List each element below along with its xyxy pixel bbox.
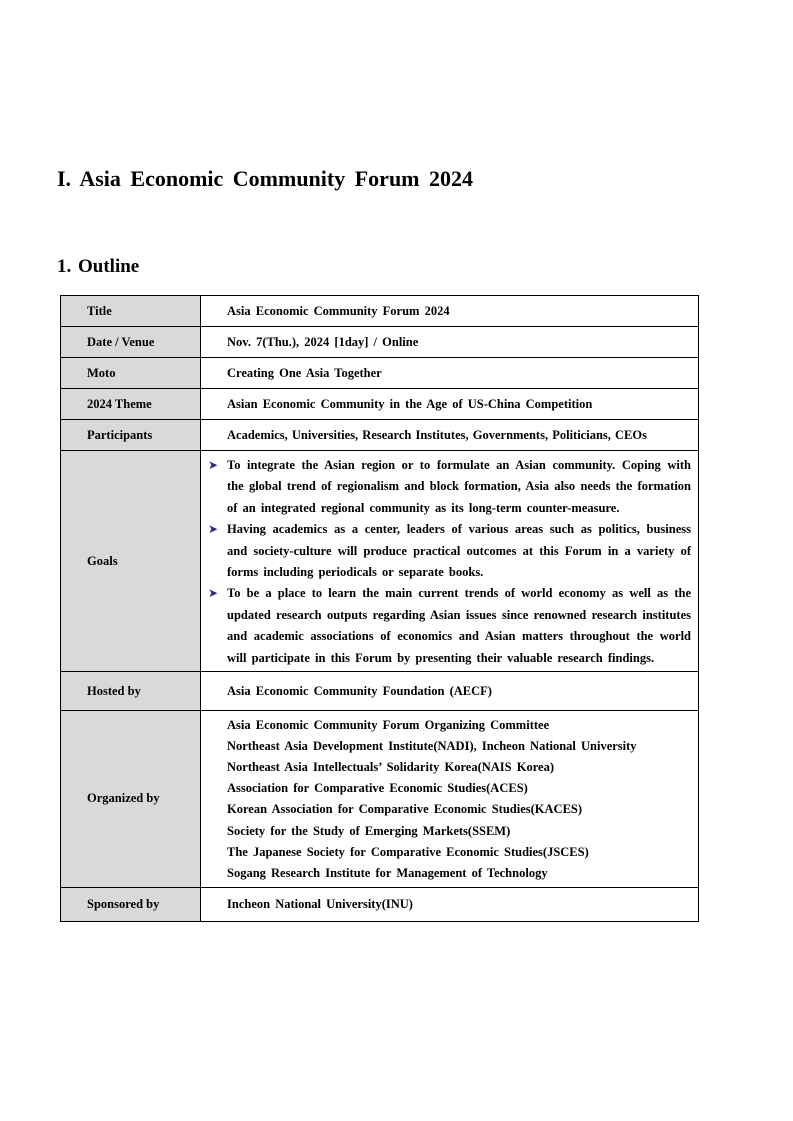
list-item: Association for Comparative Economic Studies(ACES): [227, 781, 528, 796]
list-item: Korean Association for Comparative Economic Studies(KACES): [227, 802, 583, 817]
row-label: Moto: [61, 358, 201, 389]
goal-text: To be a place to learn the main current trends of world economy as well as the updated research outputs regarding Asian issues since renowned research institutes and academic associations of economics and Asian matters throughout the world will participate in this Forum by presenting their valuable research findings.: [227, 586, 691, 665]
list-item: Northeast Asia Intellectuals’ Solidarity Korea(NAIS Korea): [227, 760, 554, 775]
organizers-list: [201, 711, 699, 888]
row-value: Asia Economic Community Foundation (AECF): [201, 672, 699, 711]
row-value: Incheon National University(INU): [201, 887, 699, 921]
list-item: Sogang Research Institute for Management of Technology: [227, 865, 548, 880]
page-title: I. Asia Economic Community Forum 2024: [57, 166, 473, 191]
row-value: Creating One Asia Together: [201, 358, 699, 389]
row-label: Hosted by: [61, 672, 201, 711]
arrow-bullet-icon: ➤: [208, 458, 219, 472]
arrow-bullet-icon: ➤: [208, 586, 219, 601]
row-label: Sponsored by: [61, 887, 201, 921]
table-row-title: [61, 296, 699, 327]
table-row-moto: [61, 358, 699, 389]
row-label: Participants: [61, 420, 201, 451]
goal-text: Having academics as a center, leaders of various areas such as politics, business and society-culture will produce practical outcomes at this Forum in a variety of forms including periodicals or separate books.: [227, 522, 691, 580]
list-item: [208, 583, 691, 669]
list-item: The Japanese Society for Comparative Economic Studies(JSCES): [227, 844, 589, 859]
row-label: Title: [61, 296, 201, 327]
row-label: Date / Venue: [61, 327, 201, 358]
list-item: Northeast Asia Development Institute(NADI), Incheon National University: [227, 739, 637, 754]
table-row-participants: [61, 420, 699, 451]
row-label: Organized by: [61, 711, 201, 888]
row-label: Goals: [61, 451, 201, 672]
list-item: Society for the Study of Emerging Markets(SSEM): [227, 823, 511, 838]
table-row-hosted-by: [61, 672, 699, 711]
row-value: Nov. 7(Thu.), 2024 [1day] / Online: [201, 327, 699, 358]
row-value: Academics, Universities, Research Institutes, Governments, Politicians, CEOs: [201, 420, 699, 451]
arrow-bullet-icon: ➤: [208, 522, 219, 537]
list-item: [208, 519, 691, 583]
table-row-theme: [61, 389, 699, 420]
row-value: Asian Economic Community in the Age of US-China Competition: [201, 389, 699, 420]
list-item: [208, 455, 691, 519]
table-row-goals: [61, 451, 699, 672]
goal-text: To integrate the Asian region or to formulate an Asian community. Coping with the global trend of regionalism and block formation, Asia also needs the formation of an integrated regional community as its long-term counter-measure.: [227, 458, 691, 515]
list-item: Asia Economic Community Forum Organizing Committee: [227, 718, 550, 733]
table-row-sponsored-by: [61, 887, 699, 921]
section-heading: 1. Outline: [57, 256, 140, 277]
row-label: 2024 Theme: [61, 389, 201, 420]
goals-list: [201, 451, 699, 672]
table-row-organized-by: [61, 711, 699, 888]
outline-table: [60, 295, 699, 922]
table-row-date-venue: [61, 327, 699, 358]
row-value: Asia Economic Community Forum 2024: [201, 296, 699, 327]
